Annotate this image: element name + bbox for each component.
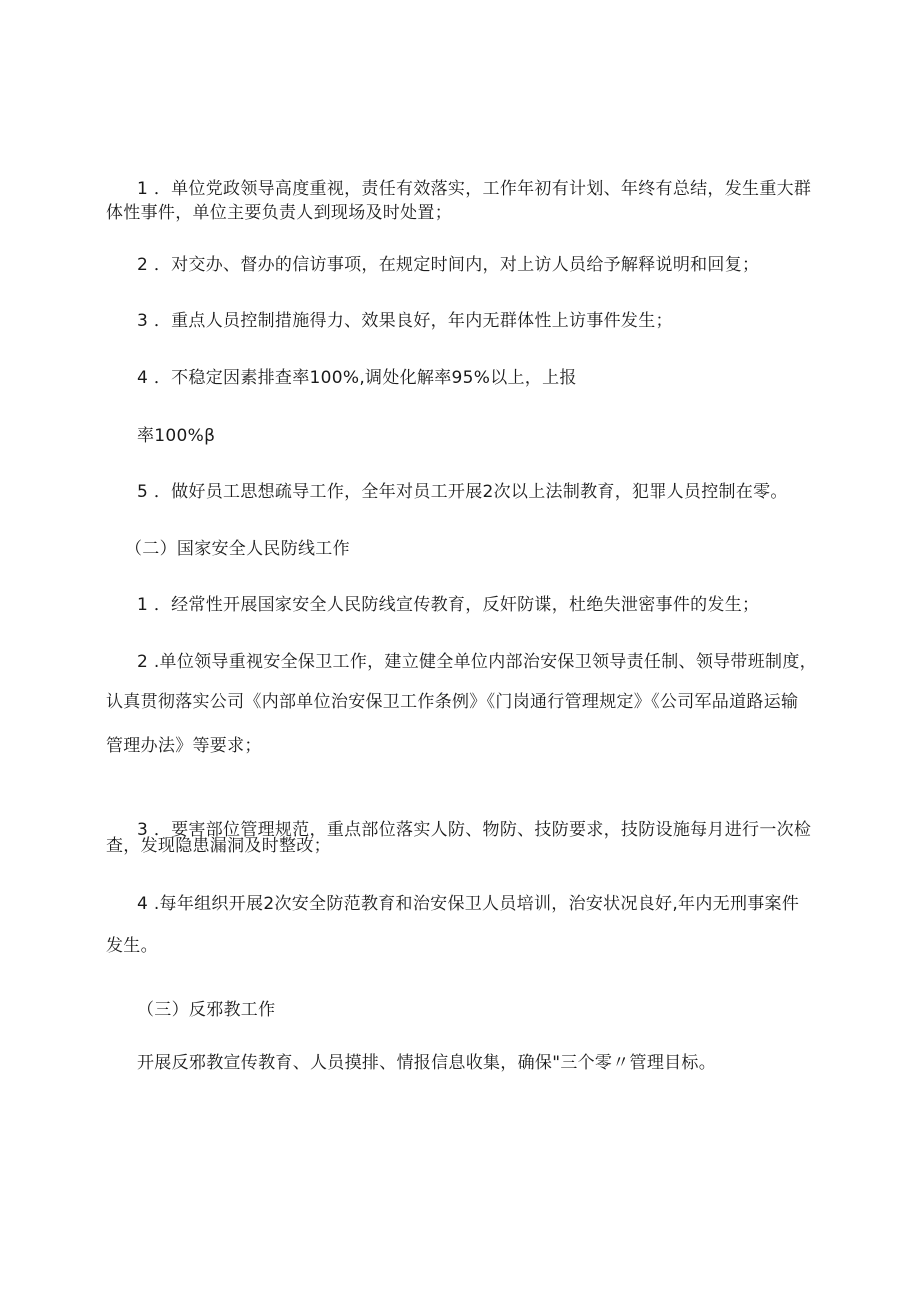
security-item-4-line-2: 发生。: [106, 936, 158, 956]
item-4-line-2: 率100%β: [137, 426, 216, 446]
item-5-line: 5 ．做好员工思想疏导工作，全年对员工开展2次以上法制教育，犯罪人员控制在零。: [137, 482, 788, 502]
item-4-line-1: 4 ．不稳定因素排查率100%,调处化解率95%以上，上报: [137, 368, 577, 388]
security-item-2-line-2: 认真贯彻落实公司《内部单位治安保卫工作条例》《门岗通行管理规定》《公司军品道路运输: [106, 692, 799, 712]
security-item-1-line: 1 ．经常性开展国家安全人民防线宣传教育，反奸防谍，杜绝失泄密事件的发生；: [137, 595, 760, 615]
item-3-line: 3 ．重点人员控制措施得力、效果良好，年内无群体性上访事件发生；: [137, 311, 673, 331]
security-item-2-line-1: 2 .单位领导重视安全保卫工作，建立健全单位内部治安保卫领导责任制、领导带班制度，: [137, 652, 817, 672]
item-1-line-1: 1 ．单位党政领导高度重视，责任有效落实，工作年初有计划、年终有总结，发生重大群: [137, 179, 812, 199]
security-item-2-line-3: 管理办法》等要求；: [106, 736, 262, 756]
security-item-4-line-1: 4 .每年组织开展2次安全防范教育和治安保卫人员培训，治安状况良好,年内无刑事案件: [137, 894, 800, 914]
security-item-3-line-2: 查，发现隐患漏洞及时整改；: [106, 836, 331, 856]
section-heading-national-security: （二）国家安全人民防线工作: [125, 539, 350, 559]
item-2-line: 2 ．对交办、督办的信访事项，在规定时间内，对上访人员给予解释说明和回复；: [137, 255, 760, 275]
item-1-line-2: 体性事件，单位主要负责人到现场及时处置；: [106, 203, 452, 223]
section-heading-anti-cult: （三）反邪教工作: [137, 1000, 276, 1020]
security-item-3-line-1: 3 ．要害部位管理规范，重点部位落实人防、物防、技防要求，技防设施每月进行一次检: [137, 820, 812, 840]
anti-cult-paragraph: 开展反邪教宣传教育、人员摸排、情报信息收集，确保"三个零〃管理目标。: [137, 1053, 717, 1073]
